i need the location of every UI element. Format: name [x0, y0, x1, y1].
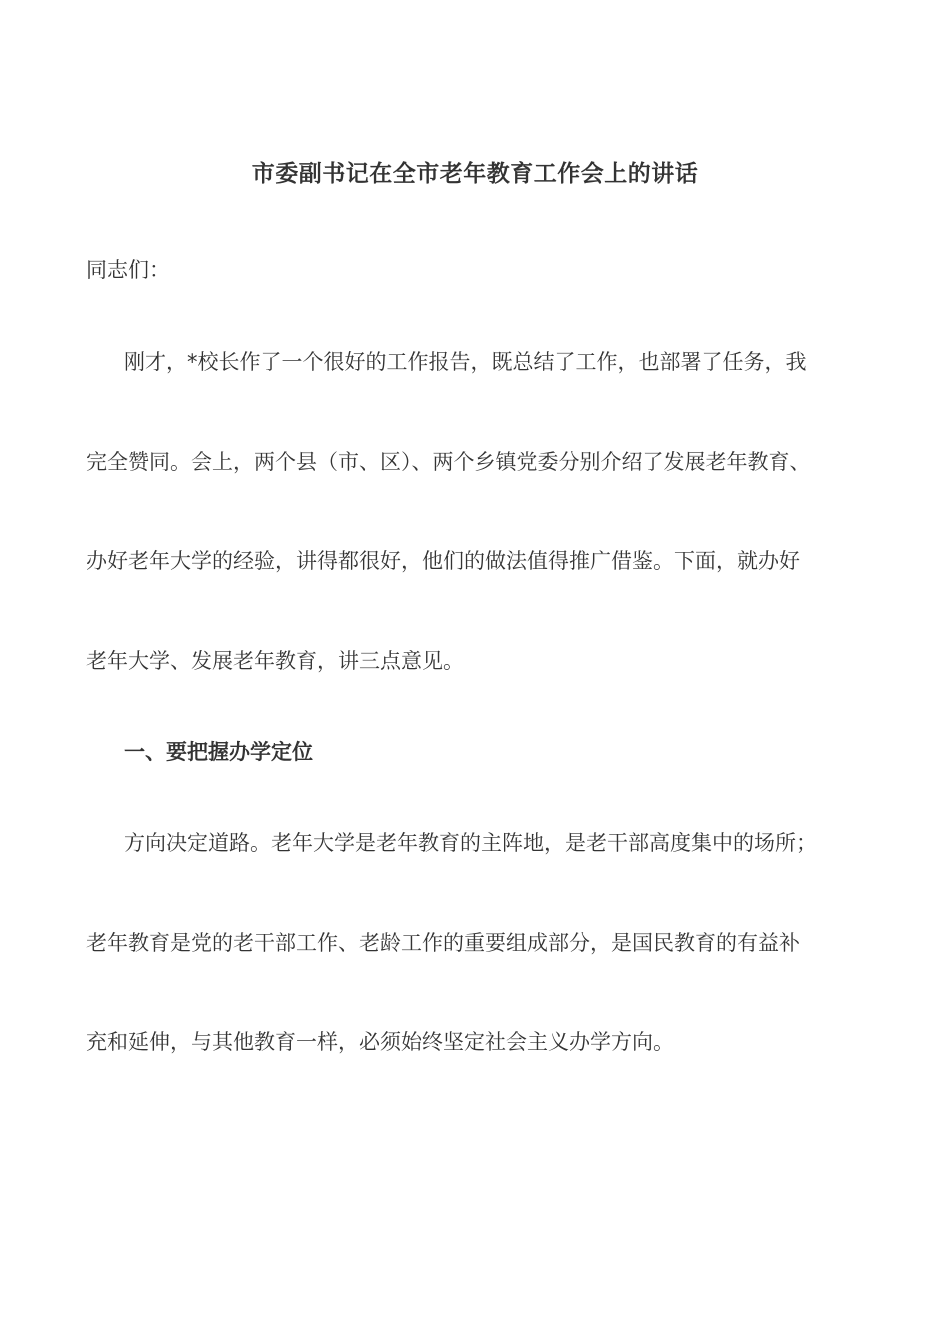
paragraph-1-line-1: 刚才，*校长作了一个很好的工作报告，既总结了工作，也部署了任务，我 [124, 350, 807, 374]
section-heading-1: 一、要把握办学定位 [124, 740, 313, 764]
paragraph-2-line-2: 老年教育是党的老干部工作、老龄工作的重要组成部分，是国民教育的有益补 [86, 931, 800, 955]
document-title: 市委副书记在全市老年教育工作会上的讲话 [251, 161, 699, 187]
salutation: 同志们： [86, 258, 170, 282]
paragraph-1-line-4: 老年大学、发展老年教育，讲三点意见。 [86, 649, 464, 673]
paragraph-2-line-3: 充和延伸，与其他教育一样，必须始终坚定社会主义办学方向。 [86, 1030, 674, 1054]
paragraph-1-line-3: 办好老年大学的经验，讲得都很好，他们的做法值得推广借鉴。下面，就办好 [86, 549, 800, 573]
paragraph-1-line-2: 完全赞同。会上，两个县（市、区）、两个乡镇党委分别介绍了发展老年教育、 [86, 450, 811, 474]
paragraph-2-line-1: 方向决定道路。老年大学是老年教育的主阵地，是老干部高度集中的场所； [124, 831, 817, 855]
